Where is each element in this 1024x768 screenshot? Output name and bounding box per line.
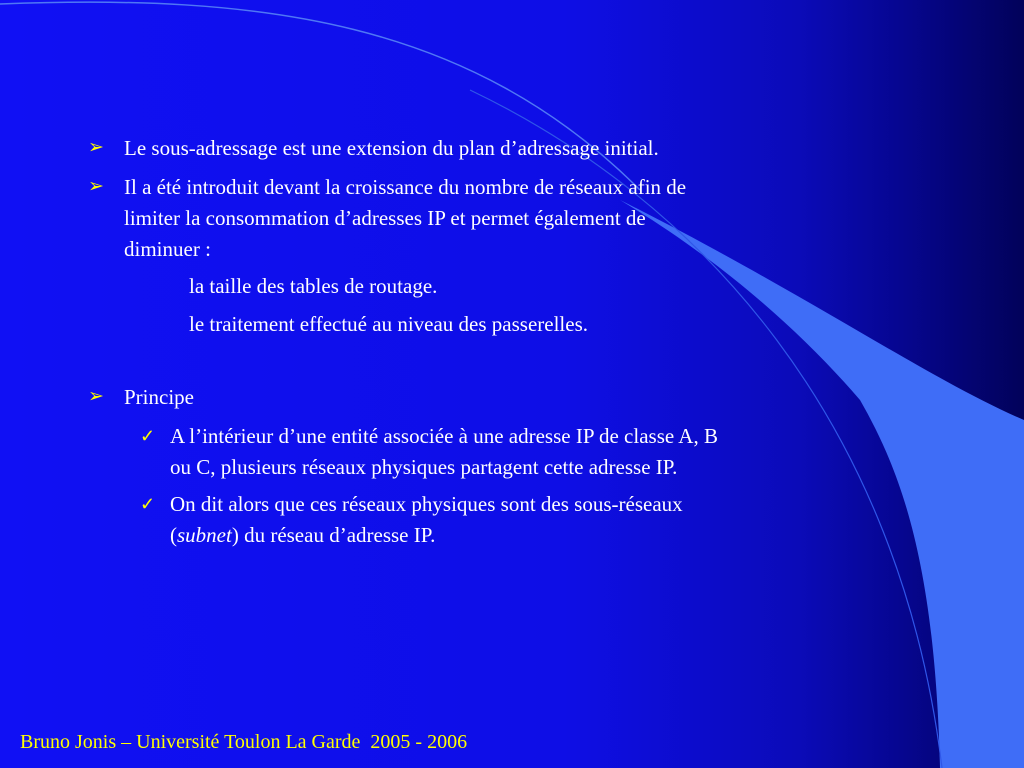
arrow-bullet-icon: ➢ (88, 176, 104, 197)
bullet-text: Le sous-adressage est une extension du plan d’adressage initial. (124, 136, 659, 160)
indented-item: la taille des tables de routage. (189, 274, 438, 298)
subbullet-line: A l’intérieur d’une entité associée à une adresse IP de classe A, B (170, 424, 718, 448)
bullet-text-line: diminuer : (124, 237, 211, 261)
footer-author: Bruno Jonis – Université Toulon La Garde (20, 731, 361, 753)
indented-item: le traitement effectué au niveau des passerelles. (189, 312, 589, 336)
check-bullet-icon: ✓ (140, 494, 156, 514)
subbullet-line-tail: ) du réseau d’adresse IP. (231, 523, 436, 547)
check-bullet-icon: ✓ (140, 426, 156, 446)
subnet-italic: subnet (177, 523, 232, 547)
bullet-text-line: Il a été introduit devant la croissance du nombre de réseaux afin de (124, 175, 687, 199)
bullet-text-line: limiter la consommation d’adresses IP et permet également de (124, 206, 646, 230)
footer (20, 729, 467, 755)
subbullet-line-subnet (170, 522, 435, 548)
subbullet-line: On dit alors que ces réseaux physiques sont des sous-réseaux (170, 492, 683, 516)
subbullet-line: ou C, plusieurs réseaux physiques partagent cette adresse IP. (170, 455, 678, 479)
arrow-bullet-icon: ➢ (88, 386, 104, 407)
principe-label: Principe (124, 385, 194, 409)
arrow-bullet-icon: ➢ (88, 137, 104, 158)
arc-line-outer (0, 2, 640, 190)
paren-open: ( (170, 523, 177, 547)
footer-years: 2005 - 2006 (370, 731, 468, 753)
swoosh-shape (620, 200, 1024, 768)
